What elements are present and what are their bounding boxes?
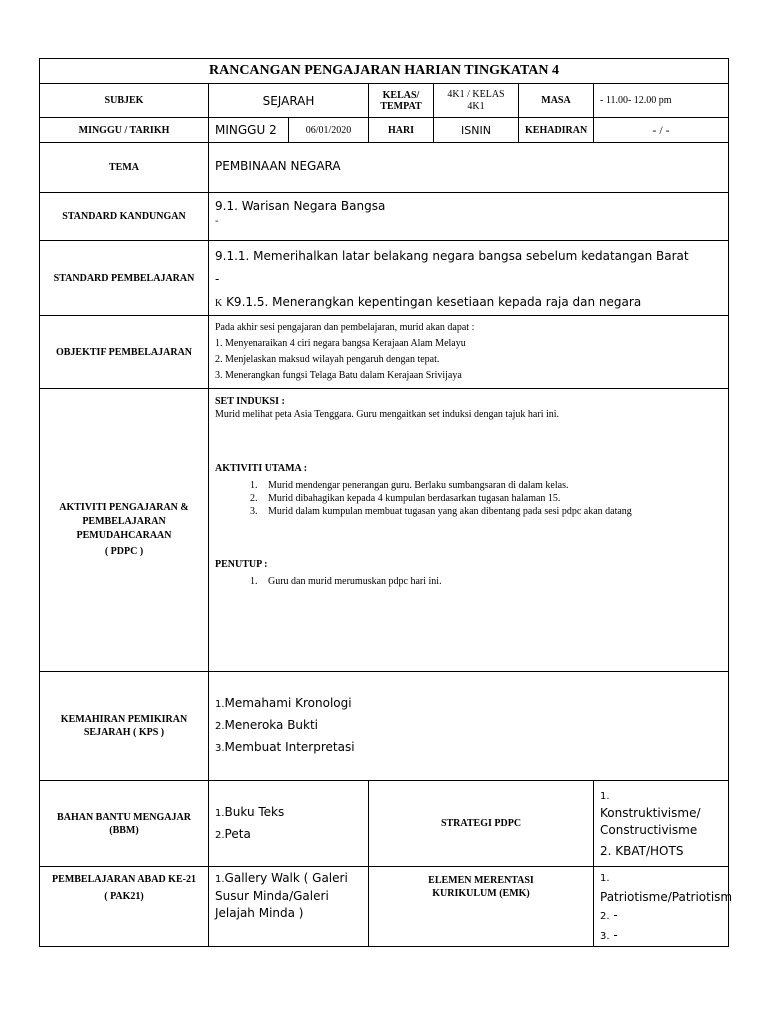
kelas-value: 4K1 / KELAS 4K1 (434, 84, 519, 118)
objektif-cell (209, 316, 729, 389)
pak21-num: 1. (215, 874, 225, 885)
list-item: 1.Buku Teks (215, 804, 285, 819)
aktiviti-label-line: ( PDPC ) (104, 546, 144, 557)
list-item: 3. Murid dalam kumpulan membuat tugasan yang akan dibentang pada sesi pdpc akan datang (260, 505, 722, 518)
list-item: 3. - (600, 928, 618, 942)
bbm-label (40, 781, 209, 867)
kps-label (40, 672, 209, 781)
strategi-cell (594, 781, 729, 867)
tarikh-value: 06/01/2020 (289, 118, 369, 143)
subjek-label: SUBJEK (40, 84, 209, 118)
strategi-item: Konstruktivisme/ Constructivisme (600, 805, 701, 837)
hari-value: ISNIN (434, 118, 519, 143)
list-item: 2.Meneroka Bukti (215, 718, 319, 732)
kps-label-line: SEJARAH ( KPS ) (83, 727, 165, 738)
objektif-label: OBJEKTIF PEMBELAJARAN (40, 316, 209, 389)
pak21-cell (209, 867, 369, 947)
pak21-label-line: PEMBELAJARAN ABAD KE-21 (52, 874, 196, 885)
standard-kandungan-extra: - (215, 216, 219, 227)
minggu-label: MINGGU / TARIKH (40, 118, 209, 143)
strategi-num: 1. (600, 790, 610, 802)
kps-label-line: KEMAHIRAN PEMIKIRAN (60, 714, 188, 725)
minggu-value: MINGGU 2 (209, 118, 289, 143)
aktiviti-utama-heading: AKTIVITI UTAMA : (215, 463, 308, 474)
hari-label: HARI (369, 118, 434, 143)
standard-pembelajaran-line3-text: K9.1.5. Menerangkan kepentingan kesetiaan kepada raja dan negara (226, 295, 642, 309)
objektif-item: 1. Menyenaraikan 4 ciri negara bangsa Kerajaan Alam Melayu (215, 338, 466, 349)
standard-pembelajaran-line2: - (215, 272, 220, 286)
aktiviti-utama-list (215, 479, 722, 518)
masa-label: MASA (519, 84, 594, 118)
emk-cell (594, 867, 733, 947)
list-item: 1. Murid mendengar penerangan guru. Berlaku sumbangsaran di dalam kelas. (260, 479, 722, 492)
aktiviti-label-line: PEMBELAJARAN (82, 516, 166, 527)
set-induksi-text: Murid melihat peta Asia Tenggara. Guru mengaitkan set induksi dengan tajuk hari ini. (215, 409, 560, 420)
list-item: 3.Membuat Interpretasi (215, 740, 355, 754)
objektif-item: 2. Menjelaskan maksud wilayah pengaruh dengan tepat. (215, 354, 440, 365)
pak21-label-line: ( PAK21) (104, 891, 144, 902)
tema-label: TEMA (40, 143, 209, 193)
list-item: 1. Guru dan murid merumuskan pdpc hari ini. (260, 575, 722, 588)
standard-pembelajaran-cell (209, 241, 729, 316)
pak21-value: Gallery Walk ( Galeri Susur Minda/Galeri Jelajah Minda ) (215, 871, 348, 920)
masa-value: - 11.00- 12.00 pm (594, 84, 729, 118)
aktiviti-cell (209, 389, 729, 672)
tema-value: PEMBINAAN NEGARA (209, 143, 729, 193)
standard-kandungan-value: 9.1. Warisan Negara Bangsa (215, 199, 386, 213)
bbm-label-line: BAHAN BANTU MENGAJAR (57, 811, 191, 823)
list-item: 2. - (600, 908, 618, 922)
aktiviti-label-line: PEMUDAHCARAAN (76, 530, 172, 541)
emk-label-line: ELEMEN MERENTASI (428, 875, 534, 886)
set-induksi-heading: SET INDUKSI : (215, 396, 285, 407)
aktiviti-label-line: AKTIVITI PENGAJARAN & (59, 502, 189, 513)
pak21-label (40, 867, 209, 947)
page-title: RANCANGAN PENGAJARAN HARIAN TINGKATAN 4 (40, 59, 729, 84)
standard-pembelajaran-line1: 9.1.1. Memerihalkan latar belakang negara bangsa sebelum kedatangan Barat (215, 249, 689, 263)
bbm-label-line: (BBM) (109, 824, 139, 836)
objektif-item: 3. Menerangkan fungsi Telaga Batu dalam Kerajaan Srivijaya (215, 370, 462, 381)
standard-kandungan-cell (209, 193, 729, 241)
penutup-list (215, 575, 722, 588)
list-item: 1.Memahami Kronologi (215, 696, 352, 710)
emk-label-line: KURIKULUM (EMK) (432, 888, 530, 899)
list-item: 2. Murid dibahagikan kepada 4 kumpulan berdasarkan tugasan halaman 15. (260, 492, 722, 505)
strategi-item: 2. KBAT/HOTS (600, 843, 684, 858)
kehadiran-value: - / - (594, 118, 729, 143)
list-item: 2.Peta (215, 826, 251, 841)
aktiviti-label (40, 389, 209, 672)
kelas-label: KELAS/ TEMPAT (369, 84, 434, 118)
list-item: 1. Patriotisme/Patriotism (600, 873, 733, 904)
emk-label (369, 867, 594, 947)
standard-pembelajaran-line3-prefix: K (215, 298, 223, 309)
subjek-value: SEJARAH (209, 84, 369, 118)
penutup-heading: PENUTUP : (215, 559, 268, 570)
standard-pembelajaran-line3 (215, 291, 722, 315)
objektif-intro: Pada akhir sesi pengajaran dan pembelajaran, murid akan dapat : (215, 322, 475, 333)
rph-table (39, 58, 733, 947)
bbm-cell (209, 781, 369, 867)
kps-cell (209, 672, 729, 781)
kehadiran-label: KEHADIRAN (519, 118, 594, 143)
standard-kandungan-label: STANDARD KANDUNGAN (40, 193, 209, 241)
standard-pembelajaran-label: STANDARD PEMBELAJARAN (40, 241, 209, 316)
strategi-label: STRATEGI PDPC (369, 781, 594, 867)
